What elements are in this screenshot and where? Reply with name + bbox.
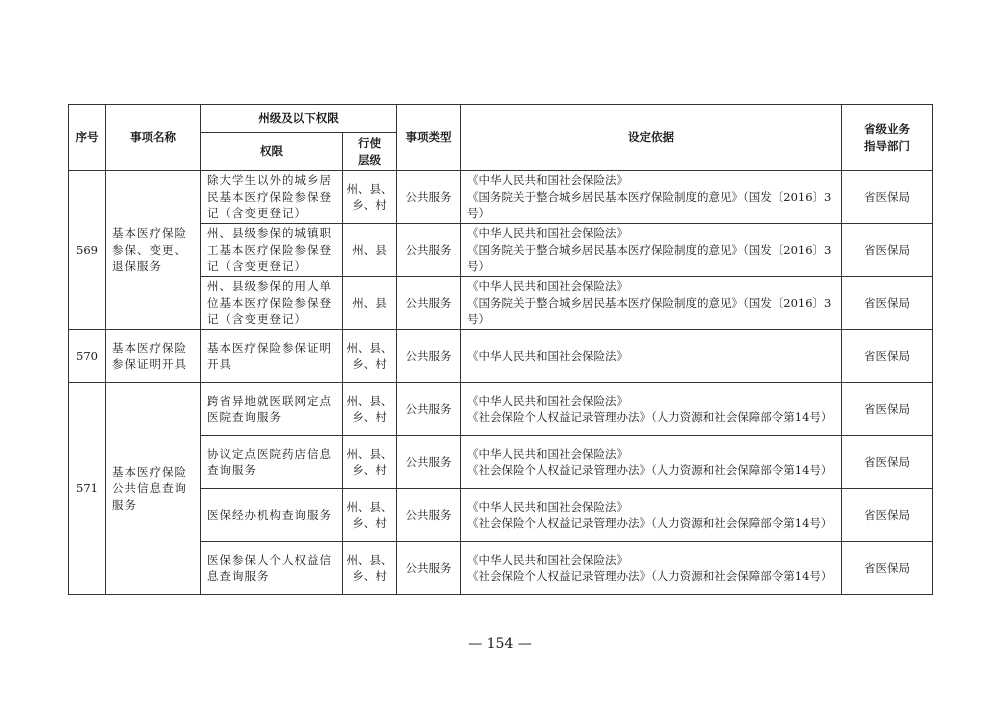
dept-cell: 省医保局 (842, 171, 933, 224)
basis-line: 《中华人民共和国社会保险法》 (467, 552, 628, 567)
basis-line: 《中华人民共和国社会保险法》 (467, 226, 628, 241)
dept-cell: 省医保局 (842, 330, 933, 383)
basis-cell (461, 489, 842, 542)
item-number: 569 (69, 171, 106, 330)
basis-line: 《社会保险个人权益记录管理办法》（人力资源和社会保障部令第14号） (467, 410, 833, 424)
header-type: 事项类型 (397, 105, 461, 171)
item-name: 基本医疗保险参保证明开具 (106, 330, 201, 383)
level-cell: 州、县、乡、村 (343, 383, 397, 436)
basis-line: 《国务院关于整合城乡居民基本医疗保险制度的意见》（国发〔2016〕3号） (467, 189, 832, 221)
basis-cell (461, 277, 842, 330)
right-cell: 医保参保人个人权益信息查询服务 (201, 542, 343, 595)
basis-line: 《中华人民共和国社会保险法》 (467, 279, 628, 294)
table-body (69, 171, 933, 595)
dept-cell: 省医保局 (842, 436, 933, 489)
header-name: 事项名称 (106, 105, 201, 171)
right-cell: 医保经办机构查询服务 (201, 489, 343, 542)
table-header (69, 105, 933, 171)
basis-cell (461, 436, 842, 489)
basis-line: 《社会保险个人权益记录管理办法》（人力资源和社会保障部令第14号） (467, 516, 833, 530)
header-level: 行使层级 (343, 133, 397, 171)
right-cell: 跨省异地就医联网定点医院查询服务 (201, 383, 343, 436)
header-no: 序号 (69, 105, 106, 171)
dept-cell: 省医保局 (842, 542, 933, 595)
header-scope: 州级及以下权限 (201, 105, 397, 133)
type-cell: 公共服务 (397, 383, 461, 436)
item-name: 基本医疗保险参保、变更、退保服务 (106, 171, 201, 330)
header-right: 权限 (201, 133, 343, 171)
dept-cell: 省医保局 (842, 224, 933, 277)
type-cell: 公共服务 (397, 171, 461, 224)
basis-cell (461, 330, 842, 383)
right-cell: 除大学生以外的城乡居民基本医疗保险参保登记（含变更登记） (201, 171, 343, 224)
basis-line: 《中华人民共和国社会保险法》 (467, 348, 628, 363)
basis-line: 《中华人民共和国社会保险法》 (467, 446, 628, 461)
level-cell: 州、县 (343, 224, 397, 277)
level-cell: 州、县、乡、村 (343, 436, 397, 489)
dept-cell: 省医保局 (842, 277, 933, 330)
basis-line: 《中华人民共和国社会保险法》 (467, 393, 628, 408)
type-cell: 公共服务 (397, 224, 461, 277)
right-cell: 基本医疗保险参保证明开具 (201, 330, 343, 383)
basis-line: 《社会保险个人权益记录管理办法》（人力资源和社会保障部令第14号） (467, 463, 833, 477)
level-cell: 州、县 (343, 277, 397, 330)
level-cell: 州、县、乡、村 (343, 171, 397, 224)
basis-line: 《国务院关于整合城乡居民基本医疗保险制度的意见》（国发〔2016〕3号） (467, 242, 832, 274)
dept-cell: 省医保局 (842, 383, 933, 436)
table-row (69, 330, 933, 383)
item-number: 571 (69, 383, 106, 595)
type-cell: 公共服务 (397, 277, 461, 330)
basis-line: 《中华人民共和国社会保险法》 (467, 173, 628, 188)
table-row (69, 171, 933, 224)
right-cell: 州、县级参保的用人单位基本医疗保险参保登记（含变更登记） (201, 277, 343, 330)
basis-cell (461, 383, 842, 436)
type-cell: 公共服务 (397, 436, 461, 489)
right-cell: 州、县级参保的城镇职工基本医疗保险参保登记（含变更登记） (201, 224, 343, 277)
level-cell: 州、县、乡、村 (343, 489, 397, 542)
basis-cell (461, 542, 842, 595)
table-row (69, 383, 933, 436)
permissions-table (68, 104, 933, 595)
basis-line: 《国务院关于整合城乡居民基本医疗保险制度的意见》（国发〔2016〕3号） (467, 295, 832, 327)
page-number: — 154 — (468, 636, 532, 652)
type-cell: 公共服务 (397, 542, 461, 595)
basis-cell (461, 224, 842, 277)
level-cell: 州、县、乡、村 (343, 330, 397, 383)
type-cell: 公共服务 (397, 330, 461, 383)
basis-cell (461, 171, 842, 224)
item-name: 基本医疗保险公共信息查询服务 (106, 383, 201, 595)
dept-cell: 省医保局 (842, 489, 933, 542)
header-dept: 省级业务指导部门 (842, 105, 933, 171)
basis-line: 《社会保险个人权益记录管理办法》（人力资源和社会保障部令第14号） (467, 569, 833, 583)
basis-line: 《中华人民共和国社会保险法》 (467, 499, 628, 514)
level-cell: 州、县、乡、村 (343, 542, 397, 595)
header-basis: 设定依据 (461, 105, 842, 171)
item-number: 570 (69, 330, 106, 383)
type-cell: 公共服务 (397, 489, 461, 542)
right-cell: 协议定点医院药店信息查询服务 (201, 436, 343, 489)
